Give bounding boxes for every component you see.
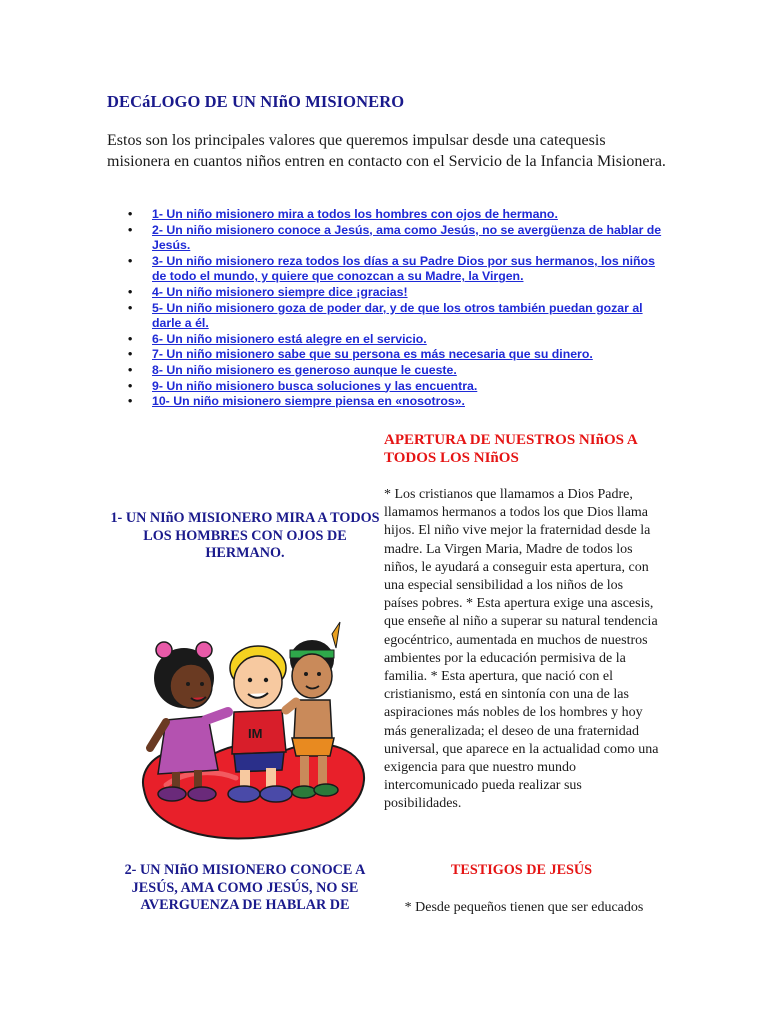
nino1-heading: 1- UN NIñO MISIONERO MIRA A TODOS LOS HOMBRES CON OJOS DE HERMANO. [110,510,380,561]
decalogo-link-9[interactable]: 9- Un niño misionero busca soluciones y las encuentra. [152,378,478,393]
decalogo-link-8[interactable]: 8- Un niño misionero es generoso aunque le cueste. [152,362,457,377]
decalogo-link-5[interactable]: 5- Un niño misionero goza de poder dar, y de que los otros también puedan gozar al darle a él. [152,300,643,331]
shirt-text: IM [248,726,263,741]
list-item [124,223,664,254]
decalogo-link-4[interactable]: 4- Un niño misionero siempre dice ¡gracias! [152,284,408,299]
decalogo-link-10[interactable]: 10- Un niño misionero siempre piensa en «nosotros». [152,394,465,409]
testigos-heading: TESTIGOS DE JESÚS [450,862,593,878]
page-title: DECáLOGO DE UN NIñO MISIONERO [107,92,405,111]
list-item [124,332,664,348]
decalogo-link-7[interactable]: 7- Un niño misionero sabe que su persona es más necesaria que su dinero. [152,347,593,362]
list-item [124,347,664,363]
list-item [124,394,664,410]
decalogo-link-1[interactable]: 1- Un niño misionero mira a todos los hombres con ojos de hermano. [152,207,558,221]
list-item [124,363,664,379]
decalogo-link-3[interactable]: 3- Un niño misionero reza todos los días a su Padre Dios por sus hermanos, los niños de todo el mundo, y quiere que conozcan a su Madre, la Virgen. [152,253,655,284]
list-item [124,207,664,223]
apertura-body: * Los cristianos que llamamos a Dios Padre, llamamos hermanos a todos los que Dios llama hijos. El niño vive mejor la fraternidad desde la madre. La Virgen Maria, Madre de todos los niños, le ayudará a conseguir esta apertura, con una especial sensibilidad a los niños de los países pobres. * Esta apertura exige una ascesis, que enseñe al niño a superar su natural tendencia egocéntrico, aumentada en muchos de nuestros ambientes por la educación permisiva de la familia. * Esta apertura, que nació con el cristianismo, está en sintonía con una de las aspiraciones más nobles de los hombres y hoy más generalizada; el deseo de una fraternidad universal, que aparece en la actualidad como una exigencia para que nuestro mundo intercomunicado pueda realizar sus posibilidades. [384,487,659,812]
list-item [124,379,664,395]
nino2-heading: 2- UN NIñO MISIONERO CONOCE A JESÚS, AMA COMO JESÚS, NO SE AVERGUENZA DE HABLAR DE [124,862,366,913]
list-item [124,254,664,285]
list-item [124,301,664,332]
decalogo-link-2[interactable]: 2- Un niño misionero conoce a Jesús, ama como Jesús, no se avergüenza de hablar de Jesús. [152,222,662,253]
decalogo-link-6[interactable]: 6- Un niño misionero está alegre en el servicio. [152,331,427,346]
list-item [124,285,664,301]
apertura-heading: APERTURA DE NUESTROS NIñOS A TODOS LOS NIñOS [384,432,637,466]
intro-paragraph: Estos son los principales valores que queremos impulsar desde una catequesis misionera en cuantos niños entren en contacto con el Servicio de la Infancia Misionera. [107,132,666,170]
children-heart-illustration [136,620,376,845]
testigos-body: * Desde pequeños tienen que ser educados [404,900,644,915]
decalogo-list [124,207,664,410]
